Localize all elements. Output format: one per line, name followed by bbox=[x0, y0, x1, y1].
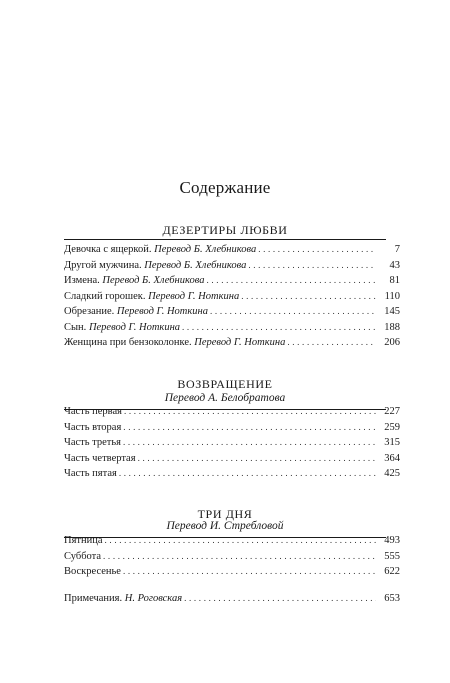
toc-entry[interactable] bbox=[64, 551, 400, 567]
toc-entry[interactable] bbox=[64, 322, 400, 338]
entry-page-number: 364 bbox=[384, 452, 400, 464]
dot-leader bbox=[241, 291, 376, 302]
entry-translator: Перевод Б. Хлебникова bbox=[144, 259, 247, 271]
toc-entry[interactable] bbox=[64, 422, 400, 438]
entry-title: Пятница bbox=[64, 535, 103, 546]
toc-entry[interactable] bbox=[64, 291, 400, 307]
entry-page-number: 43 bbox=[389, 259, 400, 271]
dot-leader bbox=[123, 566, 376, 577]
entry-title: Часть первая bbox=[64, 406, 122, 417]
toc-entry-notes[interactable] bbox=[64, 593, 400, 609]
toc-entry[interactable] bbox=[64, 260, 400, 276]
entry-title: Часть вторая bbox=[64, 421, 122, 433]
entry-title: Часть пятая bbox=[64, 468, 117, 479]
entry-page-number: 493 bbox=[384, 535, 400, 546]
entry-title: Обрезание. bbox=[64, 306, 115, 317]
dot-leader bbox=[119, 468, 376, 479]
section-heading-1: ДЕЗЕРТИРЫ ЛЮБВИ bbox=[162, 223, 288, 237]
dot-leader bbox=[103, 551, 376, 562]
entry-title: Часть четвертая bbox=[64, 452, 136, 464]
toc-entry[interactable] bbox=[64, 406, 400, 422]
entry-page-number: 227 bbox=[384, 406, 400, 417]
toc-entry[interactable] bbox=[64, 306, 400, 322]
entry-author: Н. Роговская bbox=[124, 593, 183, 604]
entry-page-number: 425 bbox=[384, 468, 400, 479]
section-heading-3: ТРИ ДНЯ bbox=[197, 507, 253, 521]
dot-leader bbox=[248, 260, 376, 271]
dot-leader bbox=[182, 322, 376, 333]
toc-entry[interactable] bbox=[64, 566, 400, 582]
entry-translator: Перевод Г. Ноткина bbox=[148, 290, 240, 302]
entry-page-number: 622 bbox=[384, 566, 400, 577]
toc-entry[interactable] bbox=[64, 244, 400, 260]
dot-leader bbox=[105, 535, 376, 546]
section-translator-2: Перевод А. Белобратова bbox=[164, 392, 286, 404]
entry-page-number: 110 bbox=[384, 290, 400, 302]
toc-entry[interactable] bbox=[64, 535, 400, 551]
entry-title: Воскресенье bbox=[64, 566, 121, 577]
toc-list-2 bbox=[64, 406, 400, 484]
section-heading-2: ВОЗВРАЩЕНИЕ bbox=[177, 377, 273, 391]
entry-title: Примечания. bbox=[64, 593, 123, 604]
page-title: Содержание bbox=[179, 178, 271, 197]
entry-translator: Перевод Г. Ноткина bbox=[88, 321, 181, 333]
dot-leader bbox=[287, 337, 376, 348]
toc-list-3 bbox=[64, 535, 400, 582]
entry-title: Сын. bbox=[64, 321, 87, 333]
toc-entry[interactable] bbox=[64, 437, 400, 453]
entry-page-number: 81 bbox=[389, 275, 400, 286]
entry-page-number: 206 bbox=[384, 337, 400, 348]
toc-entry[interactable] bbox=[64, 468, 400, 484]
dot-leader bbox=[138, 453, 376, 464]
entry-page-number: 259 bbox=[384, 421, 400, 433]
entry-title: Сладкий горошек. bbox=[64, 290, 146, 302]
section-divider-1 bbox=[64, 239, 386, 240]
entry-translator: Перевод Б. Хлебникова bbox=[102, 275, 205, 286]
dot-leader bbox=[184, 593, 376, 604]
toc-list-notes bbox=[64, 593, 400, 609]
entry-title: Измена. bbox=[64, 275, 100, 286]
toc-entry[interactable] bbox=[64, 275, 400, 291]
entry-page-number: 145 bbox=[384, 306, 400, 317]
dot-leader bbox=[210, 306, 376, 317]
dot-leader bbox=[123, 422, 376, 433]
toc-list-1 bbox=[64, 244, 400, 353]
entry-title: Женщина при бензоколонке. bbox=[64, 337, 192, 348]
dot-leader bbox=[258, 244, 376, 255]
entry-page-number: 555 bbox=[384, 550, 400, 562]
entry-title: Другой мужчина. bbox=[64, 259, 142, 271]
entry-translator: Перевод Б. Хлебникова bbox=[154, 244, 257, 255]
entry-title: Часть третья bbox=[64, 437, 121, 448]
dot-leader bbox=[207, 275, 377, 286]
entry-page-number: 315 bbox=[384, 437, 400, 448]
toc-entry[interactable] bbox=[64, 337, 400, 353]
entry-page-number: 188 bbox=[384, 321, 400, 333]
dot-leader bbox=[124, 406, 376, 417]
entry-translator: Перевод Г. Ноткина bbox=[194, 337, 286, 348]
dot-leader bbox=[123, 437, 376, 448]
entry-translator: Перевод Г. Ноткина bbox=[116, 306, 209, 317]
entry-title: Девочка с ящеркой. bbox=[64, 244, 152, 255]
section-translator-3: Перевод И. Стребловой bbox=[166, 520, 284, 532]
entry-page-number: 7 bbox=[394, 244, 400, 255]
entry-page-number: 653 bbox=[384, 593, 400, 604]
toc-entry[interactable] bbox=[64, 453, 400, 469]
entry-title: Суббота bbox=[64, 550, 102, 562]
